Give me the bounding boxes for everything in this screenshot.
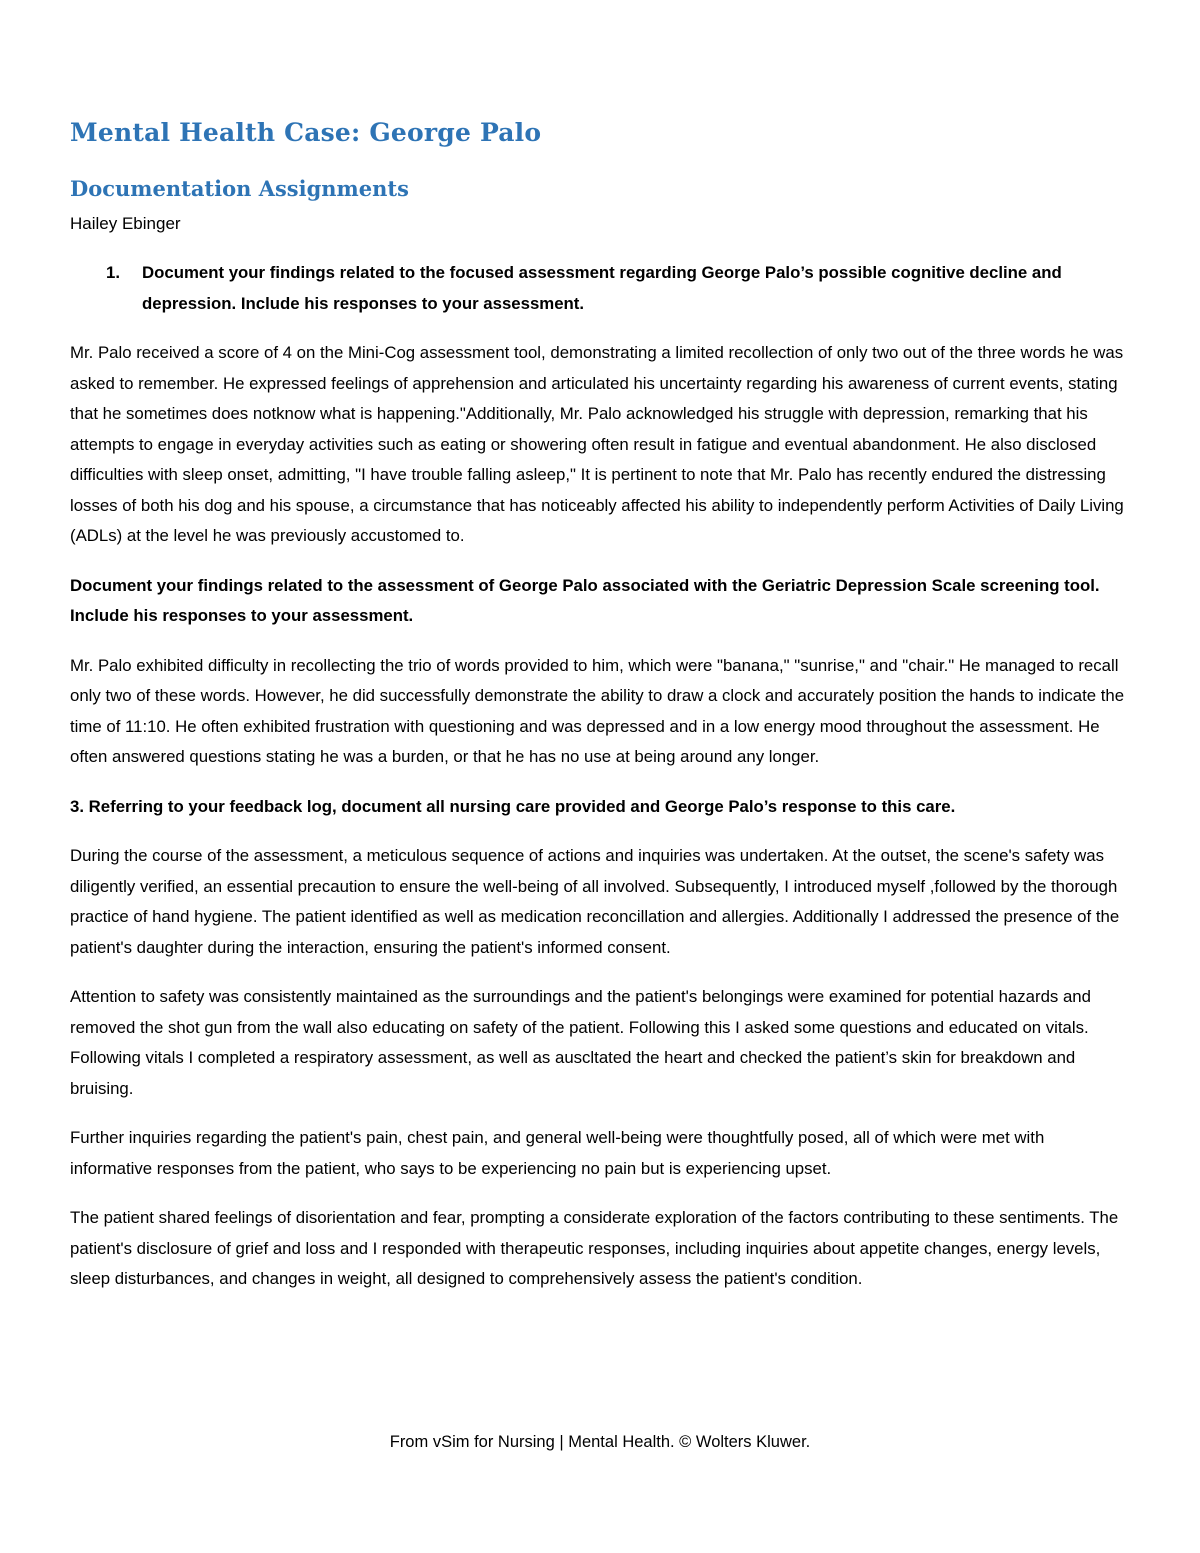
document-subtitle: Documentation Assignments xyxy=(70,176,409,201)
author-name: Hailey Ebinger xyxy=(70,214,181,233)
question-3: 3. Referring to your feedback log, document all nursing care provided and George Palo’s response to this care. xyxy=(70,796,956,816)
document-title: Mental Health Case: George Palo xyxy=(70,118,542,147)
question-1-number: 1. xyxy=(106,263,120,282)
answer-1-paragraph: Mr. Palo received a score of 4 on the Mini-Cog assessment tool, demonstrating a limited recollection of only two out of the three words he was asked to remember. He expressed feelings of apprehension and articulated his uncertainty regarding his awareness of current events, stating that he sometimes does notknow what is happening."Additionally, Mr. Palo acknowledged his struggle with depression, remarking that his attempts to engage in everyday activities such as eating or showering often result in fatigue and eventual abandonment. He also disclosed difficulties with sleep onset, admitting, "I have trouble falling asleep," It is pertinent to note that Mr. Palo has recently endured the distressing losses of both his dog and his spouse, a circumstance that has noticeably affected his ability to independently perform Activities of Daily Living (ADLs) at the level he was previously accustomed to. xyxy=(70,343,1124,545)
question-1-text: Document your findings related to the focused assessment regarding George Palo’s possible cognitive decline and depression. Include his responses to your assessment. xyxy=(142,263,1062,313)
answer-3-paragraph-3: Further inquiries regarding the patient's pain, chest pain, and general well-being were thoughtfully posed, all of which were met with informative responses from the patient, who says to be experiencing no pain but is experiencing upset. xyxy=(70,1128,1045,1178)
page-footer: From vSim for Nursing | Mental Health. © Wolters Kluwer. xyxy=(389,1433,811,1451)
answer-3-paragraph-4: The patient shared feelings of disorientation and fear, prompting a considerate exploration of the factors contributing to these sentiments. The patient's disclosure of grief and loss and I responded with therapeutic responses, including inquiries about appetite changes, energy levels, sleep disturbances, and changes in weight, all designed to comprehensively assess the patient's condition. xyxy=(70,1208,1119,1288)
answer-2-paragraph: Mr. Palo exhibited difficulty in recollecting the trio of words provided to him, which were "banana," "sunrise," and "chair." He managed to recall only two of these words. However, he did successfully demonstrate the ability to draw a clock and accurately position the hands to indicate the time of 11:10. He often exhibited frustration with questioning and was depressed and in a low energy mood throughout the assessment. He often answered questions stating he was a burden, or that he has no use at being around any longer. xyxy=(70,655,1125,766)
question-1 xyxy=(70,258,1130,319)
answer-3-paragraph-2: Attention to safety was consistently maintained as the surroundings and the patient's belongings were examined for potential hazards and removed the shot gun from the wall also educating on safety of the patient. Following this I asked some questions and educated on vitals. Following vitals I completed a respiratory assessment, as well as auscltated the heart and checked the patient’s skin for breakdown and bruising. xyxy=(70,987,1091,1098)
question-list xyxy=(70,258,1130,319)
question-2: Document your findings related to the assessment of George Palo associated with the Geriatric Depression Scale screening tool. Include his responses to your assessment. xyxy=(70,575,1100,625)
answer-3-paragraph-1: During the course of the assessment, a meticulous sequence of actions and inquiries was undertaken. At the outset, the scene's safety was diligently verified, an essential precaution to ensure the well-being of all involved. Subsequently, I introduced myself ,followed by the thorough practice of hand hygiene. The patient identified as well as medication reconcillation and allergies. Additionally I addressed the presence of the patient's daughter during the interaction, ensuring the patient's informed consent. xyxy=(70,846,1120,957)
document-body xyxy=(70,258,1130,1314)
